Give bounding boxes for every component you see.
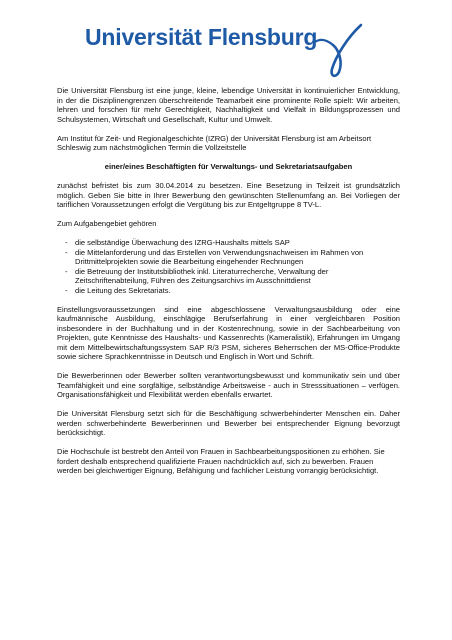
bullet-dash: - xyxy=(65,247,68,257)
task-text: die Leitung des Sekretariats. xyxy=(75,285,171,295)
position-title: einer/eines Beschäftigten für Verwaltungs- und Sekretariatsaufgaben xyxy=(104,162,353,171)
requirements-paragraph: Einstellungsvoraussetzungen sind eine abgeschlossene Verwaltungsausbildung oder eine kaufmännische Ausbildung, einschlägige Berufserfahrung in einer vergleichbaren Position insbesondere in der Buchhaltung und in der Kostenrechnung, sowie in der Sachbearbeitung von Projekten, gute Kenntnisse des Haushalts- und Kassenrechts (Kameralistik), Erfahrungen im Umgang mit dem Mittelbewirtschaftungssystem SAP R/3 PSM, sicheres Beherrschen der MS-Office-Produkte sowie sichere Sprachkenntnisse in Deutsch und Englisch in Wort und Schrift. xyxy=(57,304,400,361)
disability-paragraph: Die Universität Flensburg setzt sich für die Beschäftigung schwerbehinderter Menschen ein. Daher werden schwerbehinderte Bewerberinnen und Bewerber bei entsprechender Eignung bevorzugt berücksichtigt. xyxy=(57,409,400,437)
list-item xyxy=(57,267,400,286)
tasks-heading: Zum Aufgabengebiet gehören xyxy=(57,219,157,228)
university-logo-text: Universität Flensburg xyxy=(85,24,318,50)
list-item xyxy=(57,238,400,248)
term-paragraph: zunächst befristet bis zum 30.04.2014 zu besetzen. Eine Besetzung in Teilzeit ist grundsätzlich möglich. Geben Sie bitte in Ihrer Bewerbung den gewünschten Stellenumfang an. Bei Vorliegen der tariflichen Voraussetzungen erfolgt die Vergütung bis zur Entgeltgruppe 8 TV-L. xyxy=(57,181,400,209)
task-text: die selbständige Überwachung des IZRG-Haushalts mittels SAP xyxy=(75,238,290,247)
task-text: die Betreuung der Institutsbibliothek inkl. Literaturrecherche, Verwaltung der Zeitschriftenabteilung, Führen des Zeitungsarchivs im Ausschnittdienst xyxy=(75,266,329,285)
list-item xyxy=(57,248,400,267)
university-header xyxy=(85,22,385,80)
bullet-dash: - xyxy=(65,238,68,247)
tasks-list xyxy=(57,238,400,295)
job-posting-body xyxy=(57,86,400,485)
women-paragraph: Die Hochschule ist bestrebt den Anteil von Frauen in Sachbearbeitungspositionen zu erhöhen. Sie fordert deshalb entsprechend qualifizierte Frauen nachdrücklich auf, sich zu bewerben. Frauen werden bei gleichwertiger Eignung, Befähigung und fachlicher Leistung vorrangig berücksichtigt. xyxy=(57,447,385,475)
bullet-dash: - xyxy=(65,285,68,295)
bullet-dash: - xyxy=(65,266,68,276)
university-logo-icon xyxy=(313,22,369,80)
intro-paragraph: Die Universität Flensburg ist eine junge, kleine, lebendige Universität in kontinuierlicher Entwicklung, in der die Disziplinengrenzen überschreitende Teamarbeit eine prominente Rolle spielt: Wir arbeiten, lehren und forschen für mehr Gerechtigkeit, Nachhaltigkeit und Vielfalt in Bildungsprozessen und Schulsystemen, Wirtschaft und Gesellschaft, Kultur und Umwelt. xyxy=(57,86,400,124)
list-item xyxy=(57,286,400,296)
task-text: die Mittelanforderung und das Erstellen von Verwendungsnachweisen im Rahmen von Drittmittelprojekten sowie die Bearbeitung eingehender Rechnungen xyxy=(75,247,364,266)
qualities-paragraph: Die Bewerberinnen oder Bewerber sollten verantwortungsbewusst und kommunikativ sein und über Teamfähigkeit und eine sorgfältige, selbständige Arbeitsweise - auch in Stresssituationen – verfügen. Organisationsfähigkeit und Flexibilität werden ebenfalls erwartet. xyxy=(57,371,400,399)
institute-paragraph: Am Institut für Zeit- und Regionalgeschichte (IZRG) der Universität Flensburg ist am Arbeitsort Schleswig zum nächstmöglichen Termin die Vollzeitstelle xyxy=(57,133,372,152)
